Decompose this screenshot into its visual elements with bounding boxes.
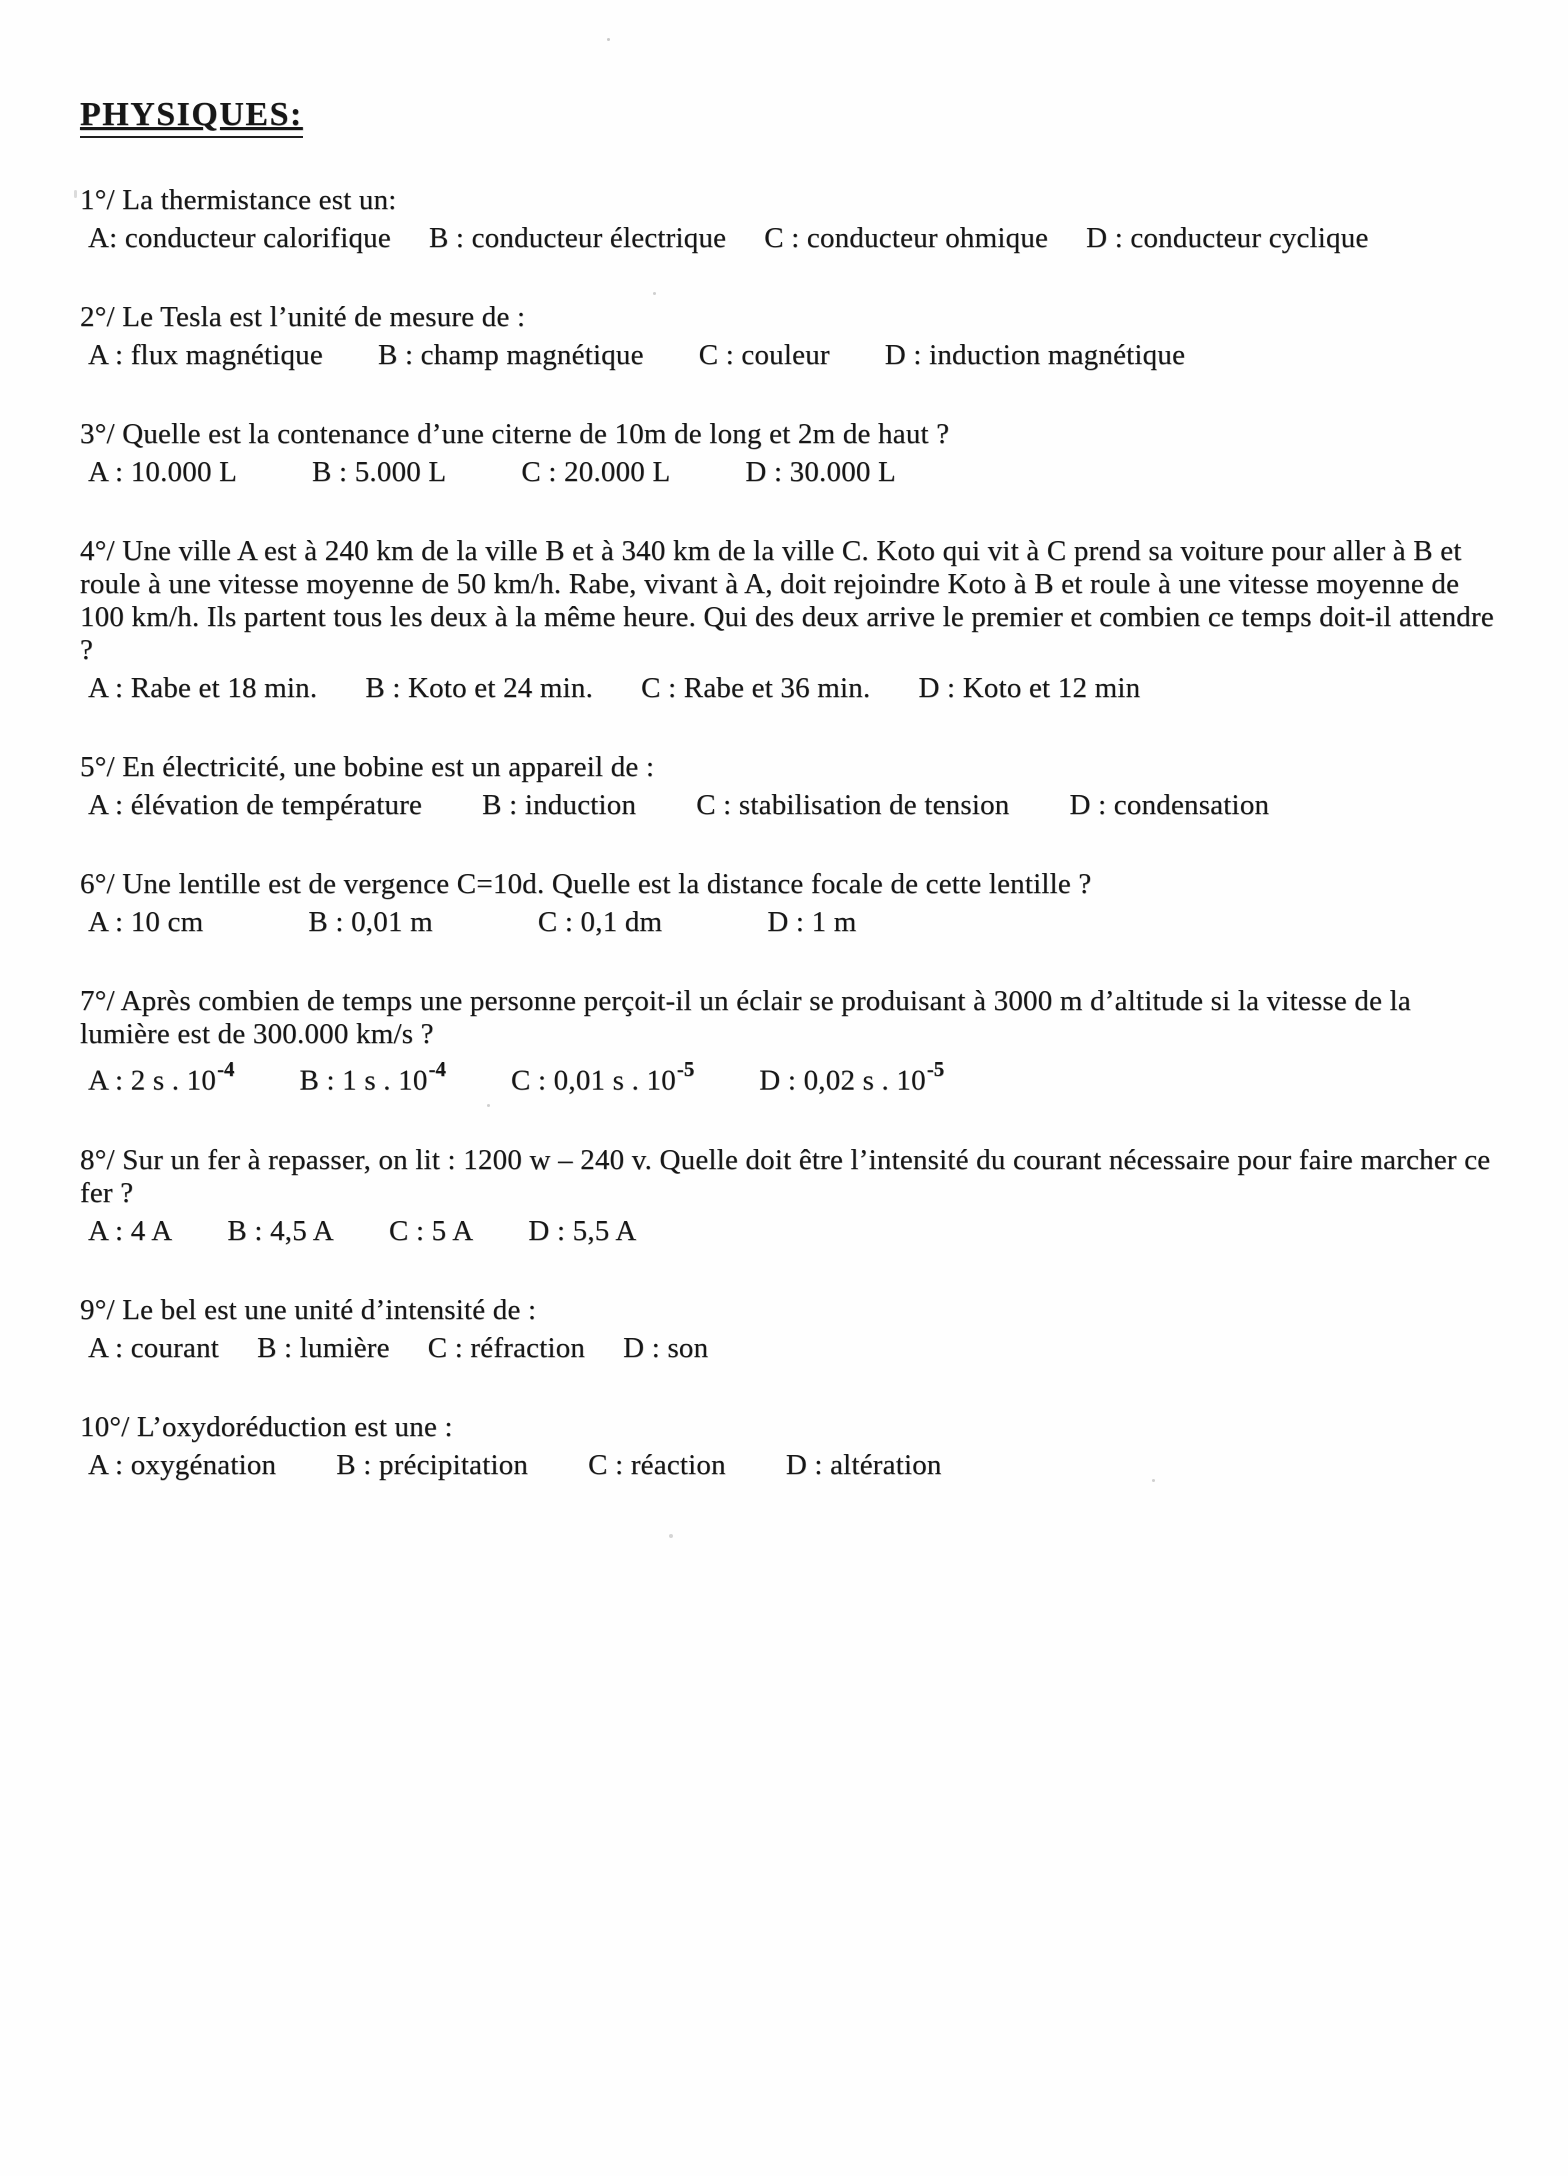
choice-d: D : 1 m [767, 906, 857, 938]
question-text: 9°/ Le bel est une unité d’intensité de : [80, 1293, 537, 1326]
exam-content [80, 96, 1504, 1528]
choice-a: A : élévation de température [88, 789, 423, 821]
question-block-9 [80, 1294, 1504, 1365]
choice-b: B : 4,5 A [227, 1214, 334, 1247]
choices-row [80, 1215, 1504, 1248]
choice-exponent: -5 [926, 1057, 945, 1081]
choice-d: D : altération [785, 1448, 942, 1481]
choice-b: B : champ magnétique [377, 339, 644, 371]
question-text: 10°/ L’oxydoréduction est une : [80, 1410, 453, 1443]
question-text: 2°/ Le Tesla est l’unité de mesure de : [80, 301, 526, 333]
choice-c: C : couleur [698, 339, 830, 371]
choice-c [511, 1056, 694, 1098]
choices-row [80, 672, 1504, 705]
choice-c: C : Rabe et 36 min. [641, 672, 871, 704]
choices-row [80, 1332, 1504, 1365]
choice-a: A: conducteur calorifique [88, 222, 391, 254]
choice-base: B : 1 s . 10 [299, 1064, 428, 1097]
choice-exponent: -5 [676, 1057, 695, 1081]
choice-a: A : flux magnétique [88, 339, 323, 371]
choice-exponent: -4 [428, 1057, 446, 1081]
choice-a: A : Rabe et 18 min. [88, 672, 318, 704]
choice-d [759, 1056, 944, 1098]
choices-row [80, 339, 1504, 372]
question-block-8 [80, 1144, 1504, 1248]
choice-b: B : lumière [257, 1331, 390, 1364]
scan-speck [74, 190, 77, 198]
choice-b: B : conducteur électrique [428, 222, 727, 254]
choice-b: B : précipitation [336, 1448, 529, 1481]
choice-exponent: -4 [217, 1057, 235, 1081]
choice-a: A : 10.000 L [88, 456, 238, 488]
question-block-1 [80, 184, 1504, 255]
choice-d: D : Koto et 12 min [918, 672, 1141, 704]
question-text: 4°/ Une ville A est à 240 km de la ville B et à 340 km de la ville C. Koto qui vit à C prend sa voiture pour aller à B et roule à une vitesse moyenne de 50 km/h. Rabe, vivant à A, doit rejoindre Koto à B et roule à une vitesse moyenne de 100 km/h. Ils partent tous les deux à la même heure. Qui des deux arrive le premier et combien ce temps doit-il attendre ? [80, 535, 1494, 666]
question-block-7 [80, 985, 1504, 1098]
choice-base: A : 2 s . 10 [88, 1064, 217, 1097]
question-block-4 [80, 535, 1504, 705]
question-block-2 [80, 301, 1504, 372]
scan-speck [607, 38, 610, 41]
choice-d: D : induction magnétique [884, 339, 1186, 371]
choice-a: A : courant [88, 1331, 220, 1364]
choice-c: C : stabilisation de tension [696, 789, 1010, 821]
choice-c: C : 5 A [388, 1214, 474, 1247]
scan-speck [669, 1534, 673, 1538]
choices-row [80, 1449, 1504, 1482]
question-text: 5°/ En électricité, une bobine est un appareil de : [80, 751, 655, 783]
choice-d: D : son [623, 1331, 709, 1364]
choice-b: B : 0,01 m [308, 906, 433, 938]
question-block-3 [80, 418, 1504, 489]
question-text: 7°/ Après combien de temps une personne perçoit-il un éclair se produisant à 3000 m d’altitude si la vitesse de la lumière est de 300.000 km/s ? [80, 985, 1411, 1050]
choice-c: C : réfraction [427, 1331, 586, 1364]
choice-c: C : réaction [588, 1448, 726, 1481]
choices-row [80, 1056, 1504, 1098]
choice-c: C : 20.000 L [521, 456, 671, 488]
question-block-6 [80, 868, 1504, 939]
choice-b: B : 5.000 L [312, 456, 447, 488]
question-text: 1°/ La thermistance est un: [80, 184, 397, 216]
question-text: 3°/ Quelle est la contenance d’une citerne de 10m de long et 2m de haut ? [80, 418, 950, 450]
question-block-10 [80, 1411, 1504, 1482]
choice-a: A : oxygénation [88, 1448, 277, 1481]
choice-d: D : 30.000 L [745, 456, 896, 488]
choices-row [80, 456, 1504, 489]
question-block-5 [80, 751, 1504, 822]
choice-a: A : 10 cm [88, 906, 204, 938]
choice-base: D : 0,02 s . 10 [759, 1064, 926, 1097]
choices-row [80, 222, 1504, 255]
choice-b: B : induction [482, 789, 637, 821]
choice-b [299, 1056, 445, 1098]
question-text: 6°/ Une lentille est de vergence C=10d. Quelle est la distance focale de cette lentille ? [80, 868, 1092, 900]
choice-d: D : 5,5 A [528, 1214, 637, 1247]
page-title: PHYSIQUES: [80, 96, 303, 138]
choice-d: D : condensation [1069, 789, 1270, 821]
choices-row [80, 789, 1504, 822]
choice-b: B : Koto et 24 min. [365, 672, 594, 704]
choices-row [80, 906, 1504, 939]
choice-c: C : 0,1 dm [537, 906, 663, 938]
choice-d: D : conducteur cyclique [1086, 222, 1369, 254]
choice-a [88, 1056, 234, 1098]
choice-c: C : conducteur ohmique [764, 222, 1049, 254]
choice-a: A : 4 A [88, 1214, 173, 1247]
choice-base: C : 0,01 s . 10 [510, 1064, 676, 1097]
question-text: 8°/ Sur un fer à repasser, on lit : 1200 w – 240 v. Quelle doit être l’intensité du courant nécessaire pour faire marcher ce fer ? [80, 1143, 1491, 1209]
